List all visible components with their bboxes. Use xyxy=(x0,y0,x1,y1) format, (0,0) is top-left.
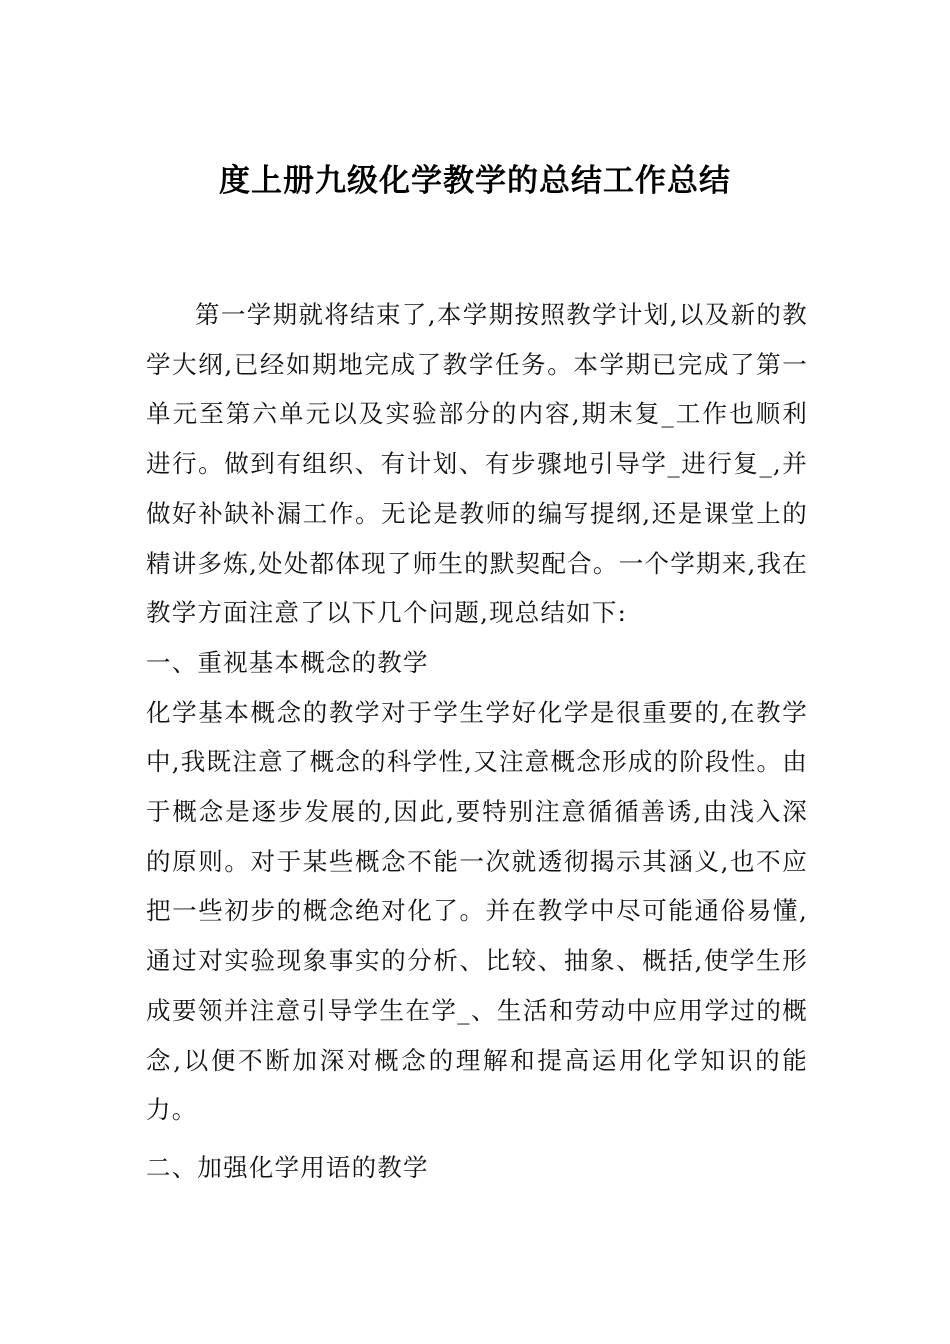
section-1-paragraph: 化学基本概念的教学对于学生学好化学是很重要的,在教学中,我既注意了概念的科学性,又注意概念形成的阶段性。由于概念是逐步发展的,因此,要特别注意循循善诱,由浅入深的原则。对于某些概念不能一次就透彻揭示其涵义,也不应把一些初步的概念绝对化了。并在教学中尽可能通俗易懂,通过对实验现象事实的分析、比较、抽象、概括,使学生形成要领并注意引导学生在学_、生活和劳动中应用学过的概念,以便不断加深对概念的理解和提高运用化学知识的能力。 xyxy=(146,697,808,1125)
document-body xyxy=(146,290,808,1193)
section-2-heading: 二、加强化学用语的教学 xyxy=(146,1152,429,1182)
section-1-heading: 一、重视基本概念的教学 xyxy=(146,647,429,677)
document-title: 度上册九级化学教学的总结工作总结 xyxy=(219,163,731,199)
intro-paragraph: 第一学期就将结束了,本学期按照教学计划,以及新的教学大纲,已经如期地完成了教学任务。本学期已完成了第一单元至第六单元以及实验部分的内容,期末复_工作也顺利进行。做到有组织、有计划、有步骤地引导学_进行复_,并做好补缺补漏工作。无论是教师的编写提纲,还是课堂上的精讲多炼,处处都体现了师生的默契配合。一个学期来,我在教学方面注意了以下几个问题,现总结如下: xyxy=(146,300,808,628)
